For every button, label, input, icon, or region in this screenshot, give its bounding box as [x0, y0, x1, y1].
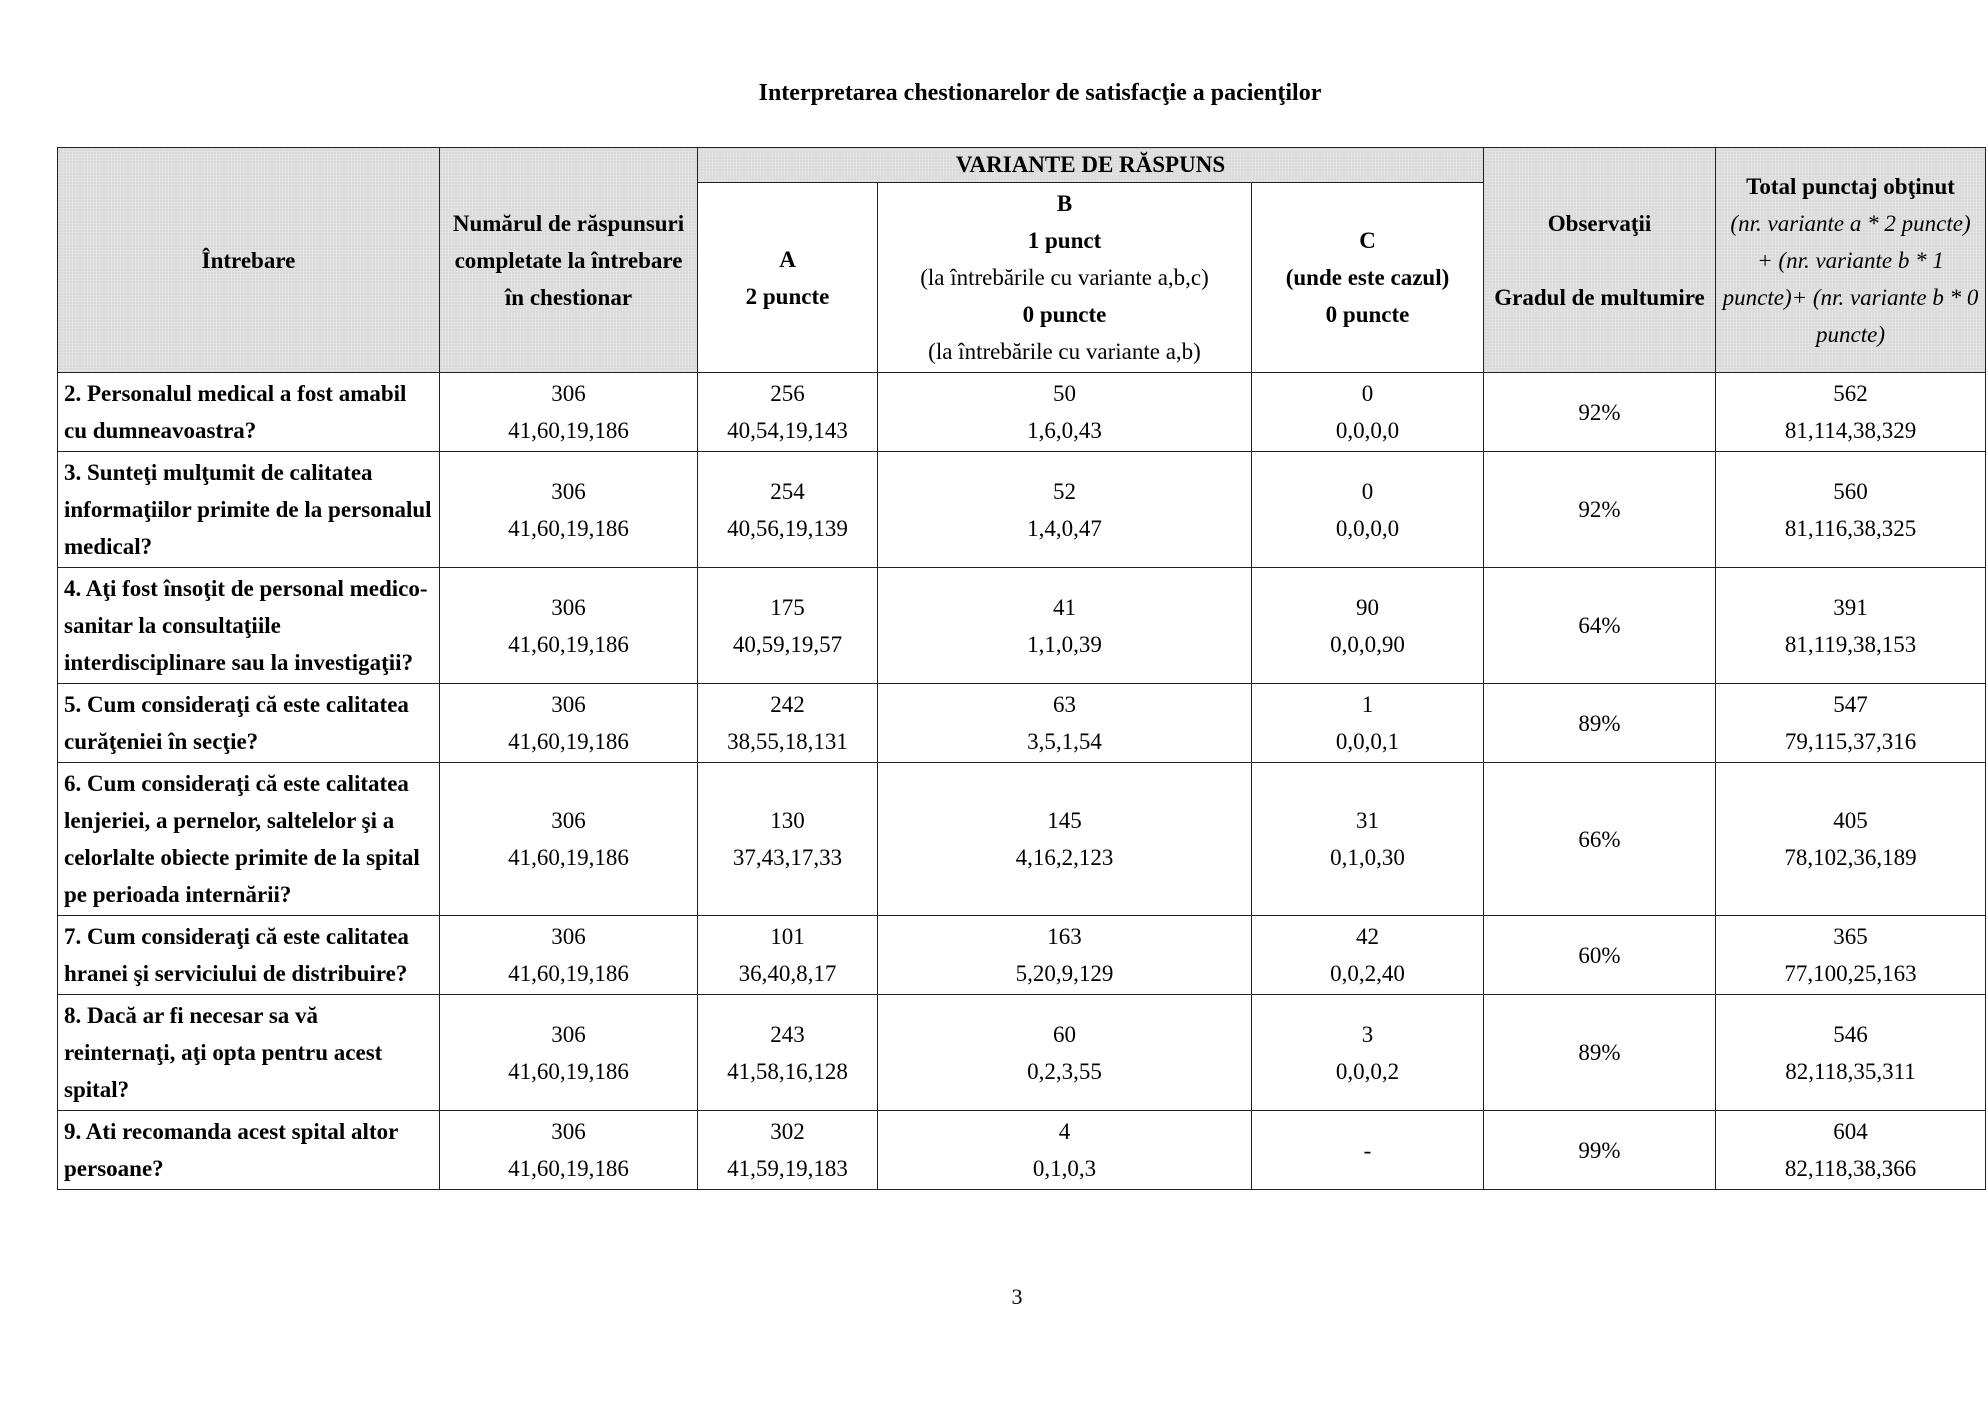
- detail-value: 0,2,3,55: [1027, 1058, 1102, 1084]
- detail-value: 1,4,0,47: [1027, 515, 1102, 541]
- total-value: 145: [1047, 808, 1082, 833]
- detail-value: 3,5,1,54: [1027, 729, 1102, 754]
- grade-cell: 92%: [1484, 452, 1716, 568]
- grade-cell: 89%: [1484, 995, 1716, 1111]
- detail-value: 4,16,2,123: [1015, 845, 1114, 870]
- detail-value: 41,59,19,183: [727, 1156, 848, 1181]
- detail-value: 0,1,0,3: [1032, 1156, 1097, 1181]
- detail-value: 38,55,18,131: [727, 729, 848, 754]
- total-value: 306: [551, 692, 586, 717]
- detail-value: 41,60,19,186: [508, 845, 629, 870]
- score-total: 546: [1833, 1021, 1868, 1047]
- grade-cell: 66%: [1484, 763, 1716, 916]
- detail-value: 37,43,17,33: [732, 845, 843, 870]
- total-value: 306: [551, 924, 586, 949]
- score-total: 365: [1833, 924, 1868, 949]
- total-title: Total punctaj obţinut: [1746, 173, 1955, 199]
- total-value: 175: [770, 594, 805, 620]
- n-cell: [440, 684, 698, 763]
- grade-cell: 89%: [1484, 684, 1716, 763]
- score-total: 560: [1833, 478, 1868, 504]
- total-value: 306: [551, 1021, 586, 1047]
- detail-value: 41,60,19,186: [508, 961, 629, 986]
- score-total: 604: [1833, 1119, 1868, 1144]
- b-cell: [878, 684, 1252, 763]
- c-cell: [1252, 763, 1484, 916]
- score-cell: [1716, 568, 1986, 684]
- question-cell: 5. Cum consideraţi că este calitatea curăţeniei în secţie?: [58, 684, 440, 763]
- header-observatii: [1484, 148, 1716, 373]
- n-cell: [440, 373, 698, 452]
- detail-value: 5,20,9,129: [1015, 961, 1114, 986]
- total-value: 4: [1058, 1119, 1071, 1144]
- header-intrebare: Întrebare: [58, 148, 440, 373]
- score-cell: [1716, 684, 1986, 763]
- grade-cell: 92%: [1484, 373, 1716, 452]
- detail-value: 41,58,16,128: [727, 1058, 848, 1084]
- n-cell: [440, 452, 698, 568]
- question-cell: 2. Personalul medical a fost amabil cu dumneavoastra?: [58, 373, 440, 452]
- score-total: 547: [1833, 692, 1868, 717]
- b-cell: [878, 916, 1252, 995]
- total-value: 306: [551, 381, 586, 406]
- table-row: [58, 684, 1986, 763]
- total-value: 243: [770, 1021, 805, 1047]
- total-value: 306: [551, 594, 586, 620]
- c-cell: [1252, 916, 1484, 995]
- gradul-label: Gradul de multumire: [1494, 284, 1705, 310]
- total-value: 101: [770, 924, 805, 949]
- a-cell: [698, 684, 878, 763]
- a-cell: [698, 1111, 878, 1190]
- n-cell: [440, 763, 698, 916]
- detail-value: 41,60,19,186: [508, 631, 629, 657]
- score-cell: [1716, 916, 1986, 995]
- b-cell: [878, 995, 1252, 1111]
- score-cell: [1716, 452, 1986, 568]
- score-detail: 82,118,38,366: [1784, 1156, 1917, 1181]
- b-cell: [878, 568, 1252, 684]
- table-row: [58, 373, 1986, 452]
- score-cell: [1716, 995, 1986, 1111]
- detail-value: 40,59,19,57: [732, 631, 843, 657]
- score-cell: [1716, 373, 1986, 452]
- detail-value: 0,0,0,90: [1330, 631, 1405, 657]
- table-row: [58, 1111, 1986, 1190]
- score-cell: [1716, 1111, 1986, 1190]
- detail-value: 0,0,2,40: [1330, 961, 1405, 986]
- header-c: C (unde este cazul) 0 puncte: [1252, 183, 1484, 373]
- total-value: 302: [770, 1119, 805, 1144]
- header-variante: VARIANTE DE RĂSPUNS: [698, 148, 1484, 183]
- total-value: 60: [1053, 1021, 1076, 1047]
- total-value: 0: [1361, 478, 1374, 504]
- header-total: [1716, 148, 1986, 373]
- total-value: 63: [1053, 692, 1076, 717]
- table-row: [58, 568, 1986, 684]
- b-cell: [878, 763, 1252, 916]
- a-cell: [698, 452, 878, 568]
- page-number: 3: [1011, 1284, 1023, 1309]
- total-value: 306: [551, 808, 586, 833]
- a-cell: [698, 763, 878, 916]
- header-numar: Numărul de răspunsuri completate la întrebare în chestionar: [440, 148, 698, 373]
- total-value: 52: [1053, 478, 1076, 504]
- total-value: 42: [1356, 924, 1379, 949]
- detail-value: 36,40,8,17: [738, 961, 837, 986]
- total-value: 163: [1047, 924, 1082, 949]
- question-cell: 8. Dacă ar fi necesar sa vă reinternaţi, aţi opta pentru acest spital?: [58, 995, 440, 1111]
- detail-value: 1,1,0,39: [1027, 631, 1102, 657]
- table-row: [58, 916, 1986, 995]
- total-value: 90: [1356, 594, 1379, 620]
- c-cell: [1252, 1111, 1484, 1190]
- total-value: 31: [1356, 808, 1379, 833]
- total-value: 254: [770, 478, 805, 504]
- a-cell: [698, 995, 878, 1111]
- detail-value: 41,60,19,186: [508, 729, 629, 754]
- c-cell: [1252, 568, 1484, 684]
- detail-value: 41,60,19,186: [508, 418, 629, 443]
- a-cell: [698, 916, 878, 995]
- score-cell: [1716, 763, 1986, 916]
- c-cell: [1252, 684, 1484, 763]
- score-total: 562: [1833, 381, 1868, 406]
- detail-value: 40,54,19,143: [727, 418, 848, 443]
- detail-value: 0,0,0,1: [1335, 729, 1400, 754]
- detail-value: 41,60,19,186: [508, 515, 629, 541]
- a-cell: [698, 568, 878, 684]
- total-value: 41: [1053, 594, 1076, 620]
- total-value: 130: [770, 808, 805, 833]
- question-cell: 7. Cum consideraţi că este calitatea hranei şi serviciului de distribuire?: [58, 916, 440, 995]
- score-detail: 81,114,38,329: [1784, 418, 1917, 443]
- total-value: -: [1363, 1137, 1372, 1163]
- b-cell: [878, 373, 1252, 452]
- table-row: [58, 763, 1986, 916]
- detail-value: 0,0,0,2: [1335, 1058, 1400, 1084]
- b-cell: [878, 452, 1252, 568]
- total-value: 1: [1361, 692, 1374, 717]
- score-detail: 81,119,38,153: [1784, 631, 1917, 657]
- detail-value: 41,60,19,186: [508, 1058, 629, 1084]
- n-cell: [440, 916, 698, 995]
- header-b: B 1 punct (la întrebările cu variante a,b,c) 0 puncte (la întrebările cu variante a,b): [878, 183, 1252, 373]
- detail-value: 0,0,0,0: [1335, 515, 1400, 541]
- total-formula: (nr. variante a * 2 puncte) + (nr. variante b * 1 puncte)+ (nr. variante b * 0 puncte): [1722, 210, 1979, 347]
- satisfaction-table: [57, 147, 1986, 1190]
- score-detail: 79,115,37,316: [1784, 729, 1917, 754]
- a-cell: [698, 373, 878, 452]
- total-value: 306: [551, 1119, 586, 1144]
- question-cell: 9. Ati recomanda acest spital altor persoane?: [58, 1111, 440, 1190]
- score-total: 405: [1833, 808, 1868, 833]
- observatii-label: Observaţii: [1547, 210, 1652, 236]
- grade-cell: 60%: [1484, 916, 1716, 995]
- table-row: [58, 995, 1986, 1111]
- grade-cell: 99%: [1484, 1111, 1716, 1190]
- score-detail: 81,116,38,325: [1784, 515, 1917, 541]
- total-value: 242: [770, 692, 805, 717]
- detail-value: 41,60,19,186: [508, 1156, 629, 1181]
- b-cell: [878, 1111, 1252, 1190]
- detail-value: 1,6,0,43: [1027, 418, 1102, 443]
- n-cell: [440, 568, 698, 684]
- c-cell: [1252, 452, 1484, 568]
- table-row: [58, 452, 1986, 568]
- total-value: 0: [1361, 381, 1374, 406]
- header-a: A 2 puncte: [698, 183, 878, 373]
- n-cell: [440, 1111, 698, 1190]
- question-cell: 4. Aţi fost însoţit de personal medico-sanitar la consultaţiile interdisciplinare sau la investigaţii?: [58, 568, 440, 684]
- c-cell: [1252, 373, 1484, 452]
- total-value: 3: [1361, 1021, 1374, 1047]
- score-total: 391: [1833, 594, 1868, 620]
- question-cell: 3. Sunteţi mulţumit de calitatea informaţiilor primite de la personalul medical?: [58, 452, 440, 568]
- total-value: 50: [1053, 381, 1076, 406]
- question-cell: 6. Cum consideraţi că este calitatea lenjeriei, a pernelor, saltelelor şi a celorlalte obiecte primite de la spital pe perioada internării?: [58, 763, 440, 916]
- total-value: 306: [551, 478, 586, 504]
- detail-value: 0,1,0,30: [1330, 845, 1405, 870]
- score-detail: 77,100,25,163: [1784, 961, 1917, 986]
- grade-cell: 64%: [1484, 568, 1716, 684]
- c-cell: [1252, 995, 1484, 1111]
- detail-value: 40,56,19,139: [727, 515, 848, 541]
- detail-value: 0,0,0,0: [1335, 418, 1400, 443]
- score-detail: 78,102,36,189: [1784, 845, 1917, 870]
- score-detail: 82,118,35,311: [1785, 1058, 1916, 1084]
- n-cell: [440, 995, 698, 1111]
- page-title: Interpretarea chestionarelor de satisfacţie a pacienţilor: [758, 80, 1322, 106]
- total-value: 256: [770, 381, 805, 406]
